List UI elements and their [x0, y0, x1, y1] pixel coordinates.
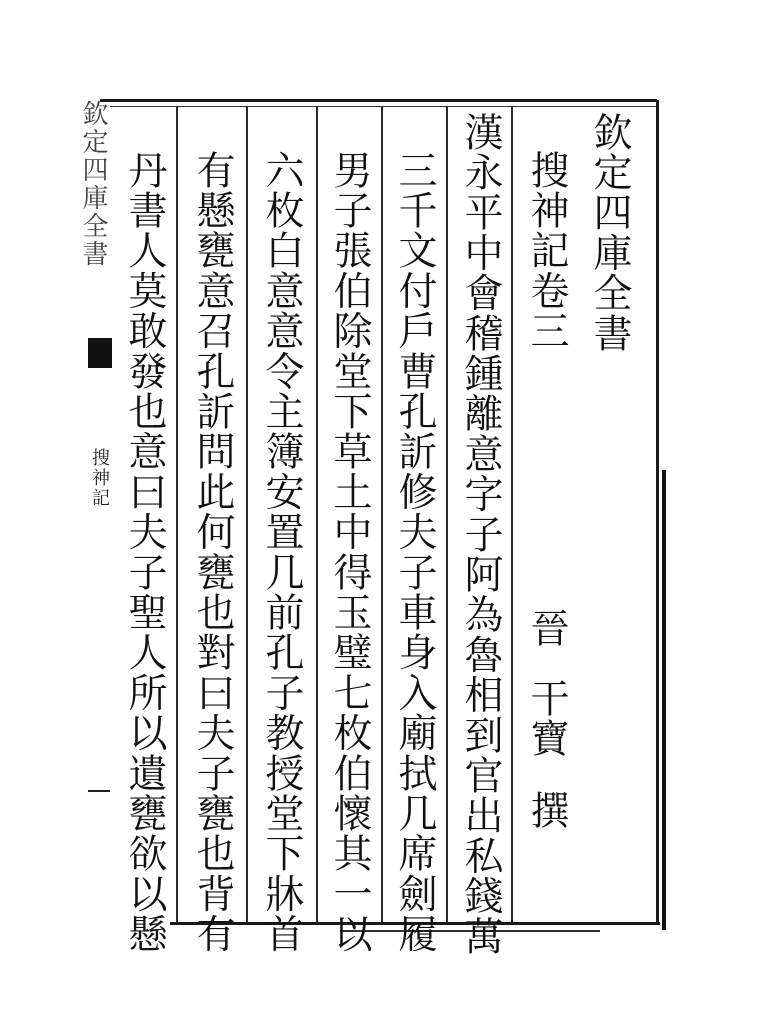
column-rule: [246, 106, 248, 922]
text-column-2: 三千文付戶曹孔訢修夫子車身入廟拭几席劍履: [392, 150, 437, 954]
margin-book-label: 搜神記: [89, 448, 110, 508]
text-column-5: 有懸甕意召孔訢問此何甕也對曰夫子甕也背有: [190, 150, 235, 954]
margin-tick-mark: [88, 790, 110, 792]
collection-title: 欽定四庫全書: [587, 112, 632, 354]
binding-shadow: [662, 470, 666, 930]
frame-top-border: [100, 99, 657, 102]
frame-top-inner-border: [110, 106, 657, 107]
margin-strip-text: 欽定四庫全書: [78, 100, 108, 268]
text-column-1: 漢永平中會稽鍾離意字子阿為魯相到官出私錢萬: [458, 112, 503, 957]
frame-right-border: [656, 100, 659, 922]
column-rule: [511, 106, 513, 922]
author-name: 干寶: [524, 678, 569, 759]
book-title: 搜神記卷三: [524, 150, 569, 351]
column-rule: [446, 106, 448, 922]
author-dynasty: 晉: [524, 608, 569, 649]
column-rule: [176, 106, 178, 922]
fishtail-mark: [88, 338, 112, 368]
text-column-6: 丹書人莫敢發也意曰夫子聖人所以遺甕欲以懸: [122, 150, 167, 954]
margin-edge-strip: [78, 100, 112, 360]
author-role: 撰: [524, 790, 569, 831]
text-column-3: 男子張伯除堂下草土中得玉璧七枚伯懷其一以: [327, 150, 372, 954]
column-rule: [316, 106, 318, 922]
text-column-4: 六枚白意意令主簿安置几前孔子教授堂下牀首: [259, 150, 304, 954]
column-rule: [381, 106, 383, 922]
